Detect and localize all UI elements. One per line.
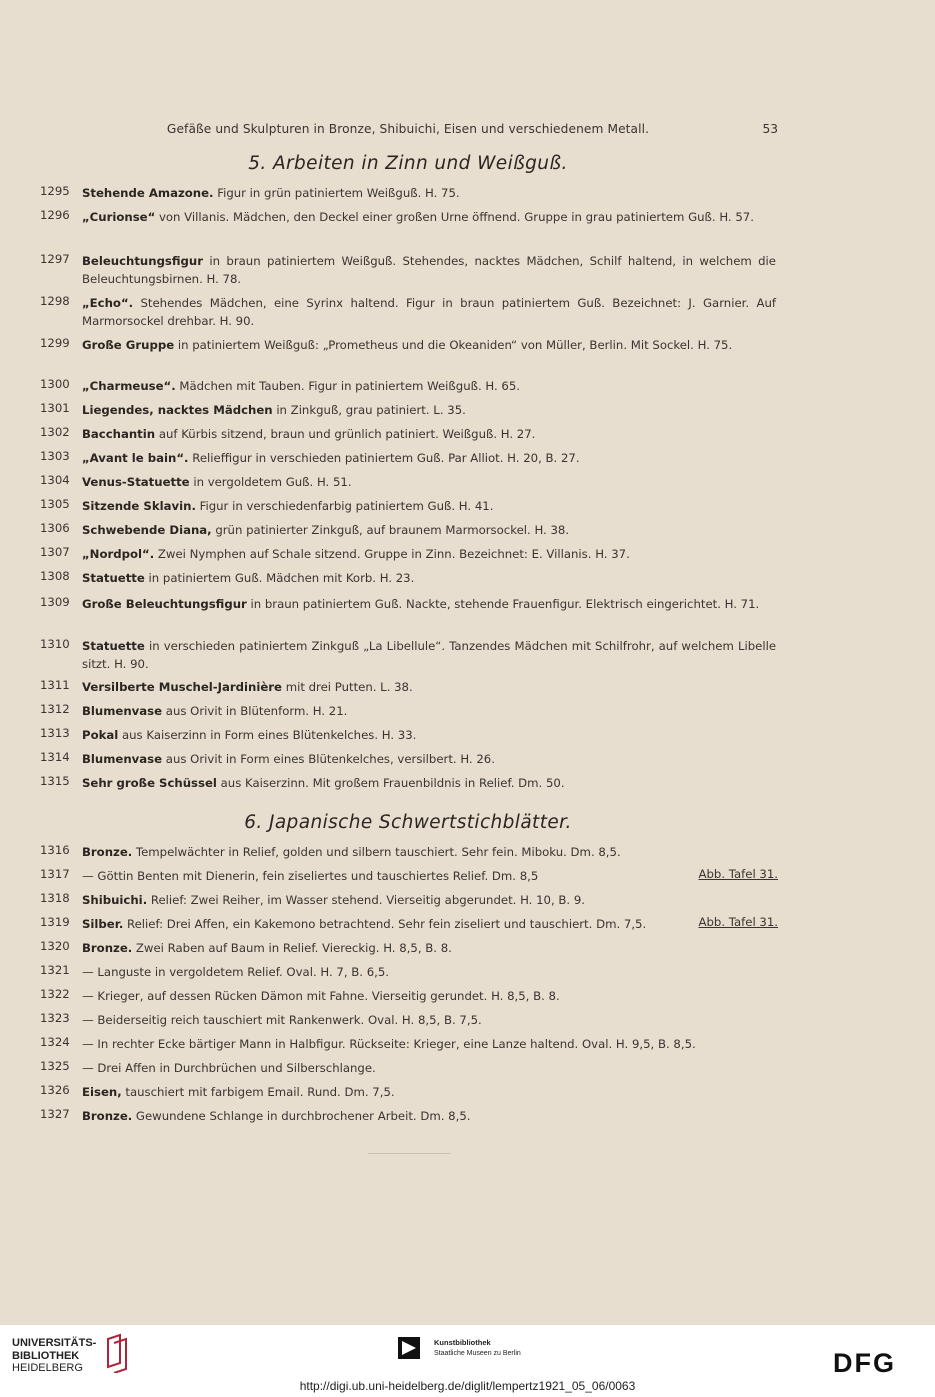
entry-description: in braun patiniertem Guß. Nackte, stehende Frauenfigur. Elektrisch eingerichtet. H. 71. [250,597,760,611]
entry-title: Silber. [82,917,124,931]
plate-reference: Abb. Tafel 31. [698,915,778,929]
entry-text [82,545,776,563]
entry-number: 1315 [40,774,70,788]
entry-text [82,915,672,933]
entry-text [82,1035,776,1053]
entry-description: — Drei Affen in Durchbrüchen und Silberschlange. [82,1061,376,1075]
entry-number: 1314 [40,750,70,764]
entry-number: 1319 [40,915,70,929]
entry-text [82,891,776,909]
entry-description: in patiniertem Guß. Mädchen mit Korb. H. 23. [148,571,415,585]
entry-text [82,401,776,419]
entry-number: 1307 [40,545,70,559]
entry-number: 1295 [40,184,70,198]
entry-number: 1317 [40,867,70,881]
entry-title: Bacchantin [82,427,156,441]
entry-text [82,1011,776,1029]
entry-title: Bronze. [82,1109,133,1123]
entry-title: Bronze. [82,941,133,955]
entry-description: Relief: Drei Affen, ein Kakemono betrachtend. Sehr fein ziseliert und tauschiert. Dm. 7,5. [126,917,647,931]
entry-number: 1300 [40,377,70,391]
entry-text [82,987,776,1005]
kunstbibliothek-name: Kunstbibliothek Staatliche Museen zu Berlin [434,1338,521,1357]
entry-description: aus Orivit in Blütenform. H. 21. [165,704,348,718]
entry-number: 1320 [40,939,70,953]
running-head [0,122,935,140]
entry-description: in Zinkguß, grau patiniert. L. 35. [276,403,466,417]
entry-description: tauschiert mit farbigem Email. Rund. Dm. 7,5. [125,1085,395,1099]
entry-text [82,843,776,861]
entry-number: 1316 [40,843,70,857]
entry-description: in braun patiniertem Weißguß. Stehendes, nacktes Mädchen, Schilf haltend, in welchem die Beleuchtungsbirnen. H. 78. [82,254,776,286]
entry-description: Gewundene Schlange in durchbrochener Arbeit. Dm. 8,5. [135,1109,471,1123]
entry-text [82,208,776,226]
entry-title: Statuette [82,639,145,653]
entry-text [82,637,776,673]
entry-number: 1302 [40,425,70,439]
entry-title: Beleuchtungsfigur [82,254,204,268]
entry-number: 1305 [40,497,70,511]
entry-text [82,449,776,467]
entry-number: 1301 [40,401,70,415]
entry-number: 1326 [40,1083,70,1097]
entry-title: Sitzende Sklavin. [82,499,196,513]
entry-text [82,939,776,957]
entry-number: 1306 [40,521,70,535]
entry-title: Venus-Statuette [82,475,190,489]
dfg-logo: DFG [833,1348,896,1378]
entry-title: Versilberte Muschel-Jardinière [82,680,282,694]
entry-description: Zwei Raben auf Baum in Relief. Viereckig. H. 8,5, B. 8. [135,941,452,955]
entry-text [82,425,776,443]
entry-description: aus Kaiserzinn in Form eines Blütenkelches. H. 33. [121,728,417,742]
entry-text [82,774,776,792]
entry-title: Große Beleuchtungsfigur [82,597,247,611]
entry-description: in verschieden patiniertem Zinkguß „La Libellule“. Tanzendes Mädchen mit Schilfrohr, auf welchem Libelle sitzt. H. 90. [82,639,777,671]
entry-title: Blumenvase [82,752,163,766]
entry-description: Figur in verschiedenfarbig patiniertem Guß. H. 41. [199,499,494,513]
entry-description: Mädchen mit Tauben. Figur in patiniertem Weißguß. H. 65. [179,379,521,393]
entry-description: grün patinierter Zinkguß, auf braunem Marmorsockel. H. 38. [215,523,570,537]
entry-title: Pokal [82,728,119,742]
entry-title: Blumenvase [82,704,163,718]
entry-title: Sehr große Schüssel [82,776,217,790]
entry-number: 1324 [40,1035,70,1049]
entry-description: aus Orivit in Form eines Blütenkelches, versilbert. H. 26. [165,752,495,766]
entry-text [82,867,672,885]
entry-description: Tempelwächter in Relief, golden und silbern tauschiert. Sehr fein. Miboku. Dm. 8,5. [135,845,621,859]
page-number: 53 [762,122,778,136]
entry-number: 1297 [40,252,70,266]
entry-title: Statuette [82,571,145,585]
entry-title: „Echo“. [82,296,134,310]
entry-text [82,184,776,202]
entry-number: 1312 [40,702,70,716]
entry-description: — Göttin Benten mit Dienerin, fein ziseliertes und tauschiertes Relief. Dm. 8,5 [82,869,539,883]
plate-reference: Abb. Tafel 31. [698,867,778,881]
entry-text [82,963,776,981]
entry-text [82,377,776,395]
entry-text [82,1083,776,1101]
running-head-title: Gefäße und Skulpturen in Bronze, Shibuichi, Eisen und verschiedenem Metall. [166,122,650,136]
entry-description: aus Kaiserzinn. Mit großem Frauenbildnis in Relief. Dm. 50. [220,776,565,790]
entry-number: 1298 [40,294,70,308]
entry-number: 1325 [40,1059,70,1073]
entry-title: „Avant le bain“. [82,451,189,465]
entry-number: 1318 [40,891,70,905]
entry-text [82,1107,776,1125]
entry-text [82,595,776,613]
entry-text [82,569,776,587]
entry-description: in vergoldetem Guß. H. 51. [193,475,352,489]
entry-description: Stehendes Mädchen, eine Syrinx haltend. Figur in braun patiniertem Guß. Bezeichnet: J. Garnier. Auf Marmorsockel drehbar. H. 90. [82,296,776,328]
entry-text [82,702,776,720]
entry-text [82,726,776,744]
entry-title: Stehende Amazone. [82,186,214,200]
entry-description: Relief: Zwei Reiher, im Wasser stehend. Vierseitig abgerundet. H. 10, B. 9. [150,893,586,907]
entry-description: Reliefﬁgur in verschieden patiniertem Guß. Par Alliot. H. 20, B. 27. [192,451,580,465]
entry-number: 1309 [40,595,70,609]
entry-text [82,252,776,288]
entry-description: — Beiderseitig reich tauschiert mit Rankenwerk. Oval. H. 8,5, B. 7,5. [82,1013,482,1027]
entry-description: Figur in grün patiniertem Weißguß. H. 75. [217,186,460,200]
section-heading-5: 5. Arbeiten in Zinn und Weißguß. [248,153,568,174]
entry-description: in patiniertem Weißguß: „Prometheus und die Okeaniden“ von Müller, Berlin. Mit Sockel. H. 75. [177,338,733,352]
entry-title: Eisen, [82,1085,122,1099]
entry-title: „Charmeuse“. [82,379,176,393]
entry-number: 1303 [40,449,70,463]
entry-description: — In rechter Ecke bärtiger Mann in Halbfigur. Rückseite: Krieger, eine Lanze haltend. Oval. H. 9,5, B. 8,5. [82,1037,696,1051]
entry-text [82,678,776,696]
entry-description: — Languste in vergoldetem Relief. Oval. H. 7, B. 6,5. [82,965,390,979]
entry-number: 1308 [40,569,70,583]
entry-number: 1313 [40,726,70,740]
entry-number: 1327 [40,1107,70,1121]
entry-description: mit drei Putten. L. 38. [285,680,413,694]
entry-text [82,473,776,491]
entry-number: 1311 [40,678,70,692]
footer-bar [0,1325,935,1397]
entry-title: Shibuichi. [82,893,148,907]
entry-number: 1299 [40,336,70,350]
entry-description: Zwei Nymphen auf Schale sitzend. Gruppe in Zinn. Bezeichnet: E. Villanis. H. 37. [157,547,630,561]
entry-description: — Krieger, auf dessen Rücken Dämon mit Fahne. Vierseitig gerundet. H. 8,5, B. 8. [82,989,560,1003]
entry-text [82,294,776,330]
entry-title: Bronze. [82,845,133,859]
source-url[interactable]: http://digi.ub.uni-heidelberg.de/diglit/lempertz1921_05_06/0063 [299,1379,636,1393]
entry-description: auf Kürbis sitzend, braun und grünlich patiniert. Weißguß. H. 27. [158,427,536,441]
entry-title: Schwebende Diana, [82,523,212,537]
entry-title: Große Gruppe [82,338,175,352]
entry-text [82,497,776,515]
entry-number: 1323 [40,1011,70,1025]
entry-title: „Curionse“ [82,210,156,224]
kunstbibliothek-logo-icon [398,1337,420,1359]
entry-description: von Villanis. Mädchen, den Deckel einer großen Urne öffnend. Gruppe in grau patiniertem Guß. H. 57. [158,210,754,224]
end-rule [368,1153,450,1154]
entry-text [82,336,776,354]
entry-number: 1296 [40,208,70,222]
entry-title: Liegendes, nacktes Mädchen [82,403,273,417]
entry-number: 1310 [40,637,70,651]
section-heading-6: 6. Japanische Schwertstichblätter. [244,812,572,833]
university-library-name: UNIVERSITÄTS- BIBLIOTHEK HEIDELBERG [12,1337,97,1374]
entry-text [82,750,776,768]
entry-title: „Nordpol“. [82,547,155,561]
entry-number: 1321 [40,963,70,977]
entry-number: 1304 [40,473,70,487]
entry-number: 1322 [40,987,70,1001]
entry-text [82,521,776,539]
entry-text [82,1059,776,1077]
university-logo-icon [104,1333,130,1373]
